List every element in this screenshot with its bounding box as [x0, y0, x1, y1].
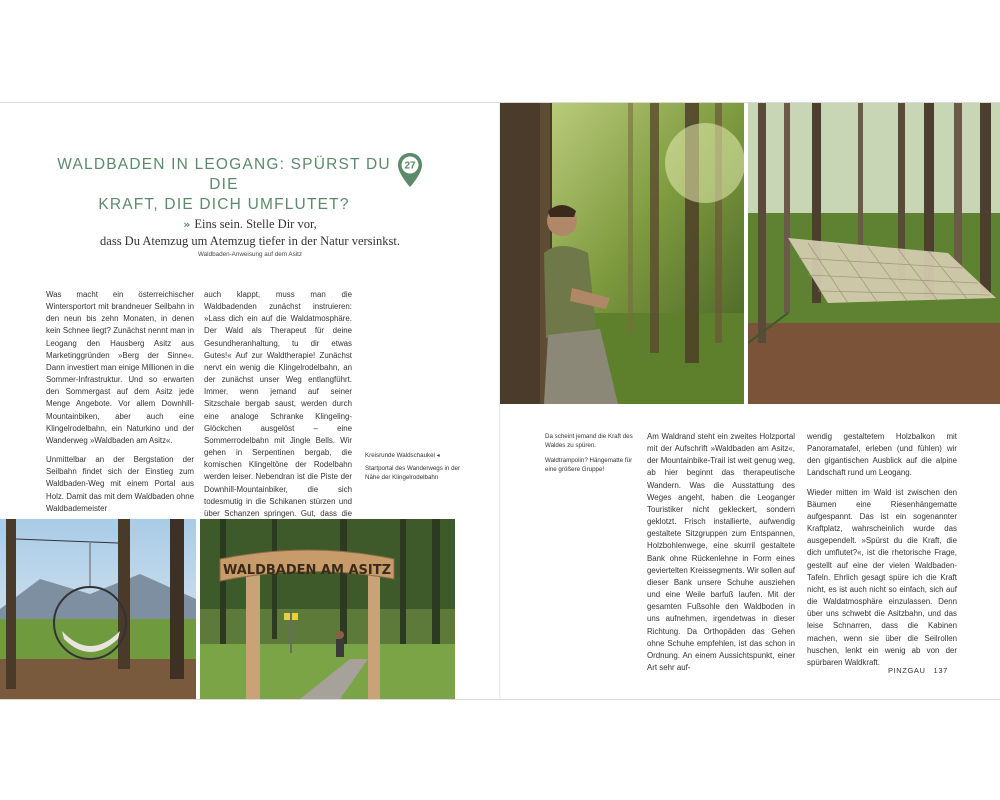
- marker-number: 27: [404, 160, 416, 172]
- intro-line-1: Eins sein. Stelle Dir vor,: [194, 217, 317, 231]
- caption-right: [545, 432, 635, 474]
- photo-waldbaden-gate: [200, 519, 455, 699]
- paragraph: Am Waldrand steht ein zweites Holzportal mit der Aufschrift »Waldbaden am Asitz«, der Mountainbike-Trail ist weit genug weg, ab hier beginnt das therapeutische Wandern. Was die Ausstattung des Weges angeht, haben die Leoganger Touristiker nicht gekleckert, sondern geklotzt. Frisch installierte, aufwendig gestaltete Sitzgruppen zum Entspannen, Holzbohlenwege, eine skurril gestaltete Bank ohne Rückenlehne in Form eines geviertelten Kreissegments. Wir sollen auf dieser Bank unsere Schuhe ausziehen und eine Weile barfuß laufen. Mit der gesamten Fußsohle den Waldboden in uns aufnehmen, irgendetwas in dieser Richtung. Da Orthopäden das Gehen ohne Schuhe empfehlen, ist das schon in Ordnung. An einem Aussichtspunkt, einer Art sehr auf-: [647, 432, 795, 672]
- intro-quote: [45, 216, 455, 249]
- photo-round-swing: [0, 519, 196, 699]
- caption-swing: Kreisrunde Waldschaukel ◂: [365, 452, 440, 459]
- caption-hammock: Waldtrampolin? Hängematte für eine größere Gruppe!: [545, 457, 633, 473]
- paragraph: Wieder mitten im Wald ist zwischen den Bäumen eine Riesenhängematte aufgespannt. Das ist ein sogenannter Kraftplatz, wahrscheinlich wurde das ausgependelt. »Spürst du die Kraft, die dich umflutet?«, ist die rhetorische Frage, gestellt auf eine der vielen Waldbaden-Tafeln. Ehrlich gesagt spüre ich die Kraft nicht, es ist auch nicht so einfach, sich auf die Waldatmosphäre einzulassen. Denn über uns schwebt die Asitzbahn, und das leise Schnarren, dass die Kabinen machen, wenn sie über die Seilrollen huschen, lenkt ein wenig ab von der spürbaren Waldkraft.: [807, 487, 957, 667]
- photo-giant-hammock: [748, 103, 1000, 404]
- article-title: [50, 155, 398, 215]
- footer-region: PINZGAU: [888, 666, 926, 675]
- caption-portal: Startportal des Wanderwegs in der Nähe der Klingelrodelbahn: [365, 465, 461, 481]
- paragraph: Unmittelbar an der Bergstation der Seilbahn findet sich der Einstieg zum Waldbaden-Weg mit einem Portal aus Holz. Damit das mit dem Waldbaden ohne Waldbademeister: [46, 455, 194, 513]
- title-line-2: KRAFT, DIE DICH UMFLUTET?: [98, 196, 350, 213]
- gate-sign-text: WALDBADEN AM ASITZ: [222, 563, 392, 578]
- book-spread: [0, 102, 1000, 700]
- intro-line-2: dass Du Atemzug um Atemzug tiefer in der Natur versinkst.: [100, 234, 400, 248]
- text-column-1: [46, 289, 194, 522]
- intro-source: Waldbaden-Anweisung auf dem Asitz: [197, 251, 303, 258]
- location-marker-icon: [397, 152, 423, 188]
- paragraph: Was macht ein österreichischer Wintersportort mit brandneuer Seilbahn in den neun bis zehn Monaten, in denen kein Schnee liegt? Zunächst nennt man in Leogang den Hausberg Asitz aus Marketinggründen »Berg der Sinne«. Dann investiert man einige Millionen in die Sommer-Infrastruktur. Und so erwarten den Sommergast auf dem Asitz jede Menge Angebote. Vor allem Downhill-Mountainbiken, aber auch eine Klingelrodelbahn, ein Naturkino und der Wanderweg »Waldbaden am Asitz«.: [46, 290, 194, 445]
- page-footer: [888, 666, 948, 675]
- text-column-4: [807, 431, 957, 676]
- caption-left: [365, 451, 465, 482]
- title-line-1: WALDBADEN IN LEOGANG: SPÜRST DU DIE: [57, 156, 391, 193]
- text-column-3: [647, 431, 795, 681]
- page-number: 137: [933, 666, 948, 675]
- paragraph: wendig gestaltetem Holzbalkon mit Panoramatafel, erleben (und fühlen) wir den gigantischen Ausblick auf die alpine Landschaft rund um Leogang.: [807, 432, 957, 478]
- caption-man: Da scheint jemand die Kraft des Waldes zu spüren.: [545, 433, 633, 449]
- paragraph: auch klappt, muss man die Waldbadenden zunächst instruieren: »Lass dich ein auf die Waldatmosphäre. Der Wald als Therapeut für deine Gesundheranhaltung, tu dir etwas Gutes!« Auf zur Waldtherapie! Zunächst nervt ein wenig die Klingelrodelbahn, an der zunächst unser Weg entlangführt. Immer, wenn jemand auf seiner Sitzschale bergab saust, werden durch eine analoge Schranke Klingeling-Glöckchen ausgelöst – eine Sommerrodelbahn mit Jingle Bells. Wir gehen in Serpentinen bergab, die komischen Klingeltöne der Rodelbahn werden leiser. Nebendran ist die Piste der Downhill-Mountainbiker, die sich todesmutig in die Schikanen stürzen und über Schanzen springen. Gut, dass die: [204, 290, 352, 518]
- double-chevron-icon: »: [183, 218, 191, 231]
- photo-man-in-forest: [500, 103, 744, 404]
- text-column-2: [204, 289, 352, 539]
